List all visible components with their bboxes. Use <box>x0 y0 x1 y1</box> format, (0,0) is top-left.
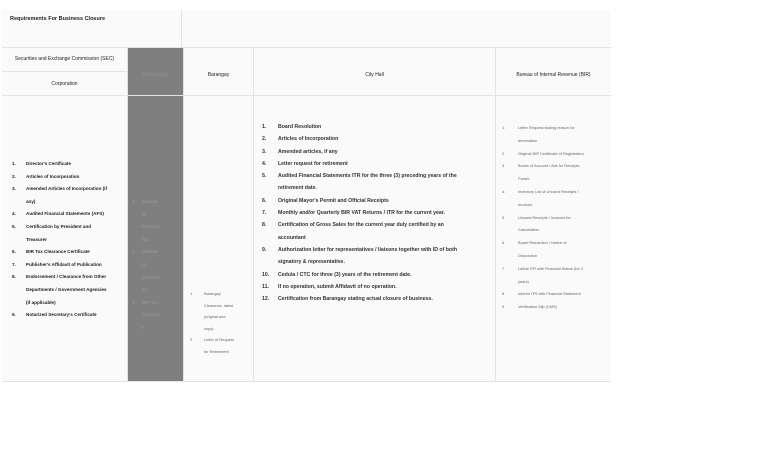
item-text-line: Audited Financial Statements ITR for the three (3) preceding years of the <box>278 173 457 180</box>
item-number: 10. <box>262 271 270 278</box>
item-text-line: termination <box>518 137 538 143</box>
item-text-line: Articles of Incorporation <box>26 173 80 179</box>
item-number: 9. <box>12 312 16 318</box>
header-blank-cell <box>182 10 611 48</box>
item-text-line: Board Resolution <box>278 124 322 130</box>
item-number: 1. <box>12 161 16 166</box>
item-text-line: accountant <box>278 234 306 241</box>
item-number: 4. <box>262 160 267 167</box>
item-text-line: Letter Request stating reason for <box>518 125 575 130</box>
item-text-line: BIR Tax <box>142 299 158 305</box>
requirements-table <box>2 10 611 382</box>
list-item <box>190 288 252 334</box>
list-item <box>190 334 252 357</box>
corporation-column <box>2 96 128 382</box>
item-number: 2. <box>190 337 194 343</box>
item-number: 5. <box>12 223 16 229</box>
item-number: 8. <box>502 291 506 297</box>
list-item <box>12 171 124 184</box>
item-number: 2. <box>262 136 267 143</box>
item-number: 6. <box>262 197 267 204</box>
item-text-line: Publisher's Affidavit of Publication <box>26 261 102 267</box>
item-number: 4. <box>502 188 506 194</box>
list-item <box>502 122 608 148</box>
item-text-line: Inventory List of Unused Receipts / <box>518 188 579 194</box>
item-number: 7. <box>262 210 267 217</box>
item-number: 9. <box>502 304 506 310</box>
list-item <box>502 160 608 186</box>
item-number: 8. <box>262 222 267 229</box>
list-item <box>502 263 608 289</box>
list-item <box>12 183 124 208</box>
item-text-line: on <box>142 287 148 293</box>
list-item <box>262 219 494 244</box>
item-number: 2. <box>132 249 136 255</box>
item-text-line: Articles <box>142 199 158 204</box>
partnership-header: Partnership <box>128 48 184 96</box>
item-text-line: Monthly and/or Quarterly BIR VAT Returns / ITR for the current year. <box>278 210 445 217</box>
item-text-line: copy) <box>204 325 214 331</box>
item-text-line: hip <box>142 236 149 242</box>
item-number: 6. <box>12 249 16 255</box>
item-text-line: Amended articles, if any <box>278 148 338 155</box>
item-text-line: Interim ITR with Financial Statement <box>518 291 581 297</box>
item-number: 3. <box>12 186 16 192</box>
item-number: 1. <box>502 125 506 130</box>
item-text-line: (original and <box>204 314 226 320</box>
item-text-line: Poster <box>518 176 530 182</box>
item-text-line: Latest ITR with Financial Statue (for 3 <box>518 265 584 271</box>
list-item <box>12 271 124 309</box>
item-number: 6. <box>502 240 506 246</box>
city-hall-column <box>254 96 496 382</box>
item-number: 2. <box>502 150 506 156</box>
corporation-requirements-list <box>12 158 124 322</box>
list-item <box>262 195 494 207</box>
item-text-line: Amended Articles of Incorporation (if <box>26 186 107 192</box>
city-hall-header: City Hall <box>254 48 496 96</box>
list-item <box>502 212 608 238</box>
list-item <box>502 148 608 161</box>
item-number: 3. <box>132 299 136 305</box>
item-number: 11. <box>262 283 269 290</box>
list-item <box>262 121 494 133</box>
item-number: 5. <box>262 173 267 180</box>
item-text-line: retirement date. <box>278 185 317 192</box>
item-text-line: Books of Account / Ask for Receipts <box>518 163 580 169</box>
item-number: 1. <box>262 124 267 130</box>
item-number: 9. <box>262 246 267 253</box>
item-text-line: Dissolution <box>518 252 538 258</box>
barangay-requirements-list <box>190 288 252 358</box>
barangay-column <box>184 96 254 382</box>
list-item <box>12 309 124 322</box>
item-number: 7. <box>502 265 506 271</box>
item-text-line: If no operation, submit Affidavit of no operation. <box>278 283 397 290</box>
list-item <box>12 208 124 221</box>
item-text-line: Cancellation <box>518 227 540 233</box>
list-item <box>262 293 494 305</box>
item-number: 7. <box>12 261 16 267</box>
item-text-line: Endorsement / Clearance from Other <box>26 274 107 280</box>
list-item <box>502 301 608 314</box>
item-number: 8. <box>12 274 16 280</box>
list-item <box>12 158 124 171</box>
list-item <box>502 288 608 301</box>
bir-header: Bureau of Internal Revenue (BIR) <box>496 48 611 96</box>
list-item <box>12 259 124 272</box>
item-text-line: signatory & representative. <box>278 259 345 266</box>
item-text-line: Board Resolution / Notice of <box>518 240 567 246</box>
item-text-line: Departments / Government Agencies <box>26 286 107 292</box>
item-text-line: Letter request for retirement <box>278 160 348 167</box>
bir-column <box>496 96 611 382</box>
item-text-line: Clearance, latest <box>204 302 234 308</box>
item-text-line: Invoices <box>518 201 533 207</box>
item-text-line: of <box>142 211 146 217</box>
item-text-line: Unused Receipts / Invoices for <box>518 214 571 220</box>
item-number: 1. <box>132 199 136 204</box>
item-text-line: Barangay <box>204 291 221 296</box>
item-text-line: for Retirement <box>204 348 229 354</box>
item-text-line: (if applicable) <box>26 299 56 305</box>
corporation-header: Corporation <box>2 72 128 96</box>
item-text-line: Certification by President and <box>26 223 92 229</box>
item-text-line: Cedula / CTC for three (3) years of the retirement date. <box>278 271 412 278</box>
item-text-line: Partners <box>142 224 160 230</box>
table-title: Requirements For Business Closure <box>2 10 182 48</box>
item-text-line: Articles of Incorporation <box>278 136 339 143</box>
list-item <box>132 196 182 246</box>
list-item <box>262 133 494 145</box>
item-text-line: Certification of Gross Sales for the current year duly certified by an <box>278 222 444 229</box>
list-item <box>262 170 494 195</box>
sec-header: Securities and Exchange Commission (SEC) <box>2 48 128 72</box>
barangay-header: Barangay <box>184 48 254 96</box>
item-text-line: Notarized Secretary's Certificate <box>26 312 97 318</box>
city-hall-requirements-list <box>262 121 494 305</box>
item-text-line: Affidavit <box>142 249 159 255</box>
list-item <box>262 281 494 293</box>
item-number: 1. <box>190 291 194 296</box>
list-item <box>12 221 124 246</box>
item-text-line: BIR Tax Clearance Certificate <box>26 249 90 255</box>
list-item <box>502 186 608 212</box>
item-number: 2. <box>12 173 16 179</box>
item-number: 4. <box>12 211 16 217</box>
item-text-line: any) <box>26 198 36 204</box>
item-text-line: Authorization letter for representatives / liaisons together with ID of both <box>278 246 457 253</box>
list-item <box>262 146 494 158</box>
item-number: 3. <box>262 148 267 155</box>
list-item <box>12 246 124 259</box>
item-text-line: Dissoluti <box>142 274 160 280</box>
item-text-line: Verification Slip (CMS) <box>518 304 557 310</box>
list-item <box>132 297 182 335</box>
item-text-line: Letter of Request <box>204 337 234 343</box>
item-text-line: Treasurer <box>26 236 47 242</box>
bir-requirements-list <box>502 122 608 314</box>
item-text-line: e <box>142 324 145 330</box>
item-number: 3. <box>502 163 506 169</box>
partnership-requirements-list <box>132 196 182 335</box>
list-item <box>132 246 182 296</box>
item-text-line: of <box>142 261 146 267</box>
item-text-line: Clearanc <box>142 312 161 318</box>
list-item <box>262 269 494 281</box>
item-text-line: years) <box>518 278 529 284</box>
item-text-line: Director's Certificate <box>26 161 72 166</box>
list-item <box>262 158 494 170</box>
item-text-line: Original BIR Certificate of Registration <box>518 150 584 156</box>
list-item <box>262 207 494 219</box>
item-text-line: Audited Financial Statements (AFS) <box>26 211 104 217</box>
item-text-line: Certification from Barangay stating actual closure of business. <box>278 296 433 303</box>
item-text-line: Original Mayor's Permit and Official Receipts <box>278 197 389 204</box>
item-number: 5. <box>502 214 506 220</box>
list-item <box>262 244 494 269</box>
list-item <box>502 237 608 263</box>
item-number: 12. <box>262 296 270 303</box>
partnership-column <box>128 96 184 382</box>
